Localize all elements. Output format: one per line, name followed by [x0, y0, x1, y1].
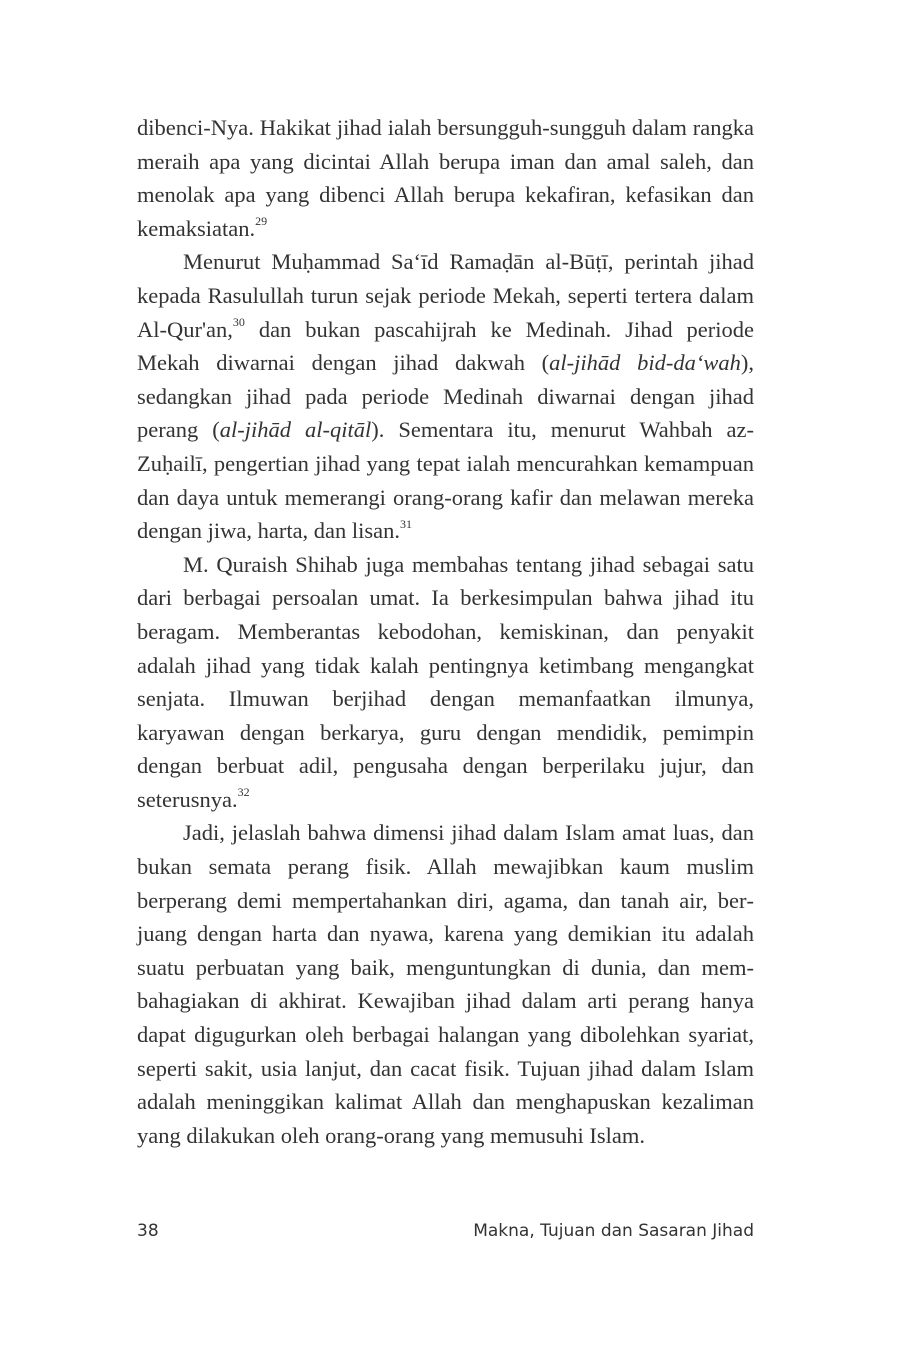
paragraph-1-text: dibenci-Nya. Hakikat jihad ialah bersungguh-sungguh dalam rangka meraih apa yang dicintai Allah berupa iman dan amal saleh, dan menolak apa yang dibenci Allah berupa kekafiran, kefasikan dan kemaksiatan. [137, 115, 754, 241]
page-body [137, 111, 754, 1152]
footnote-31: 31 [400, 516, 413, 531]
paragraph-3-text: M. Quraish Shihab juga membahas tentang jihad sebagai satu dari berbagai persoalan umat. Ia berkesimpulan bahwa jihad itu beragam. Memberantas kebodohan, kemiskinan, dan penyakit adalah jihad yang tidak kalah pentingnya ketimbang mengangkat senjata. Ilmuwan berjihad dengan memanfaatkan ilmunya, karyawan dengan berkarya, guru dengan mendidik, pemimpin dengan berbuat adil, pengusaha dengan berperilaku jujur, dan seterusnya. [137, 551, 754, 812]
footnote-29: 29 [255, 214, 268, 229]
paragraph-4 [137, 816, 754, 1152]
paragraph-2 [137, 245, 754, 547]
footnote-32: 32 [237, 785, 250, 800]
paragraph-2-text-b: dan bukan pascahijrah ke Medinah. Jihad periode Mekah diwarnai dengan jihad dakwah ( [137, 316, 754, 376]
paragraph-1 [137, 111, 754, 245]
footnote-30: 30 [232, 315, 245, 330]
term-jihad-qital: al-jihād al-qitāl [219, 417, 372, 443]
paragraph-2-text-c: ), sedangkan jihad pada periode Medinah diwarnai dengan jihad perang ( [137, 350, 754, 443]
page-number: 38 [137, 1221, 159, 1241]
paragraph-4-text: Jadi, jelaslah bahwa dimensi jihad dalam Islam amat luas, dan bukan semata perang fisik. Allah mewajibkan kaum muslim berperang demi mempertahankan diri, agama, dan tanah air, berjuang dengan harta dan nyawa, karena yang demikian itu adalah suatu perbuatan yang baik, menguntungkan di dunia, dan membahagiakan di akhirat. Kewajiban jihad dalam arti perang hanya dapat digugurkan oleh berbagai halangan yang dibolehkan syariat, seperti sakit, usia lanjut, dan cacat fisik. Tujuan jihad dalam Islam adalah meninggikan kalimat Allah dan menghapuskan kezaliman yang dilakukan oleh orang-orang yang memusuhi Islam. [137, 820, 754, 1148]
paragraph-3 [137, 548, 754, 817]
running-title: Makna, Tujuan dan Sasaran Jihad [473, 1221, 754, 1241]
paragraph-2-text-d: ). Sementara itu, menurut Wahbah az-Zuḥailī, pengertian jihad yang tepat ialah mencurahkan kemampuan dan daya untuk memerangi orang-orang kafir dan melawan mereka dengan jiwa, harta, dan lisan. [137, 417, 754, 544]
term-jihad-dakwah: al-jihād bid-da‘wah [549, 350, 741, 376]
paragraph-2-text-a: Menurut Muḥammad Sa‘īd Ramaḍān al-Būṭī, perintah jihad kepada Rasulullah turun sejak periode Mekah, seperti tertera dalam Al-Qur'an, [137, 249, 754, 342]
